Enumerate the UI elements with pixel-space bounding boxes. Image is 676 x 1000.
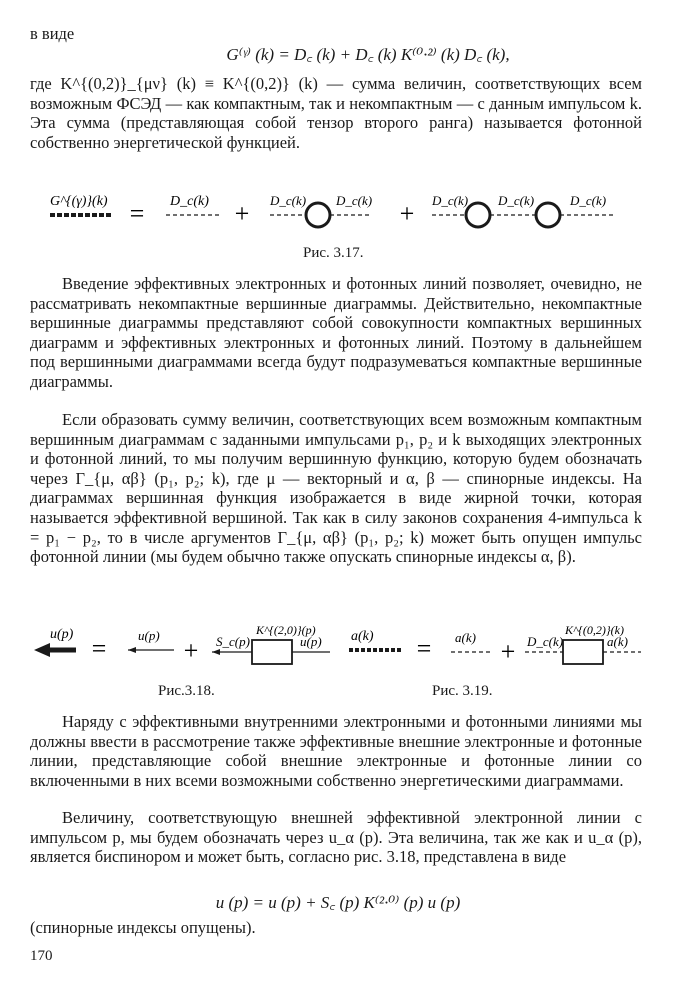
fig318-out-label: u(p) (300, 634, 322, 649)
fig318-self-energy-box (252, 640, 292, 664)
fig317-term1-label: D_c(k) (170, 194, 209, 209)
fig319-caption: Рис. 3.19. (432, 683, 493, 699)
fig318-caption: Рис.3.18. (158, 683, 215, 699)
fig317-term2-right-label: D_c(k) (336, 193, 373, 208)
paragraph-5: Величину, соответствующую внешней эффективной электронной линии с импульсом p, мы будем обозначать через u_α (p). Эта величина, так же как и u_α (p), является биспинором и может быть, согласно рис. 3.18, представлена в виде (30, 808, 642, 867)
fig319-self-energy-box (563, 640, 603, 664)
fig317-term3-right-label: D_c(k) (570, 193, 607, 208)
equation-1: G⁽ᵞ⁾ (k) = D꜀ (k) + D꜀ (k) K⁽⁰·²⁾ (k) D꜀ (k), (226, 45, 510, 64)
closing-line: (спинорные индексы опущены). (30, 918, 256, 937)
fig318-equals: = (90, 634, 108, 663)
fig319-lhs-label: a(k) (351, 629, 374, 644)
figure-3-17 (30, 185, 630, 235)
fig317-plus-2: + (398, 199, 416, 228)
fig317-loop-2 (466, 203, 490, 227)
fig318-prop-label: S_c(p) (216, 634, 250, 649)
paragraph-1: где K^{(0,2)}_{μν} (k) ≡ K^{(0,2)} (k) — сумма величин, соответствующих всем возможным ФСЭД — как компактным, так и некомпактным — с данным импульсом k. Эта сумма (представляющая собой тензор второго ранга) называется фотонной собственно энергетической функцией. (30, 74, 642, 152)
fig318-k-label: K^{(2,0)}(p) (256, 623, 316, 637)
fig319-term1-label: a(k) (455, 630, 476, 645)
fig317-plus-1: + (233, 199, 251, 228)
paragraph-4: Наряду с эффективными внутренними электронными и фотонными линиями мы должны ввести в рассмотрение также эффективные внешние электронные и фотонные линии, представляющие собой внешние электронные и фотонные линии со включенными в них всеми возможными собственно энергетическими диаграммами. (30, 712, 642, 790)
fig317-equals: = (128, 199, 146, 228)
page-number: 170 (30, 948, 53, 964)
fig317-loop-3 (536, 203, 560, 227)
fig319-prop-label: D_c(k) (527, 634, 564, 649)
fig319-out-label: a(k) (607, 634, 628, 649)
fig318-plus: + (182, 636, 200, 665)
figure-3-19 (345, 622, 650, 672)
fig318-lhs-label: u(p) (50, 627, 74, 642)
fig318-term1-label: u(p) (138, 628, 160, 643)
paragraph-3: Если образовать сумму величин, соответствующих всем возможным компактным вершинным диаграммам с заданными импульсами p₁, p₂ и k выходящих электронных и фотонной линий, то мы получим вершинную функцию, которую будем обозначать через Γ_{μ, αβ} (p₁, p₂; k), где μ — векторный и α, β — спинорные индексы. На диаграммах вершинная функция изображается в виде жирной точки, которая называется эффективной вершиной. Так как в силу законов сохранения 4-импульса k = p₁ − p₂, то в числе аргументов Γ_{μ, αβ} (p₁, p₂; k) может быть опущен импульс фотонной линии (мы будем обычно также опускать спинорные индексы α, β). (30, 410, 642, 567)
fig317-lhs-label: G^{(γ)}(k) (50, 194, 108, 209)
fig317-term2-left-label: D_c(k) (270, 193, 307, 208)
paragraph-2: Введение эффективных электронных и фотонных линий позволяет, очевидно, не рассматривать некомпактные вершинные диаграммы. Действительно, некомпактные вершинные диаграммы представляют собой совокупности компактных вершинных диаграмм и эффективных электронных и фотонных линий. Поэтому в дальнейшем под вершинными диаграммами всегда будут подразумеваться компактные вершинные диаграммы. (30, 274, 642, 391)
figure-3-18 (30, 622, 350, 672)
equation-2: u (p) = u (p) + S꜀ (p) K⁽²·⁰⁾ (p) u (p) (215, 893, 461, 912)
fig317-term3-mid-label: D_c(k) (498, 193, 535, 208)
fig318-effective-arrow-head (34, 643, 50, 657)
fig317-caption: Рис. 3.17. (303, 245, 364, 261)
fig319-k-label: K^{(0,2)}(k) (565, 623, 624, 637)
fig319-plus: + (499, 637, 517, 666)
fig319-equals: = (415, 634, 433, 663)
fig317-term3-left-label: D_c(k) (432, 193, 469, 208)
fig317-loop-1 (306, 203, 330, 227)
intro-line: в виде (30, 24, 75, 43)
